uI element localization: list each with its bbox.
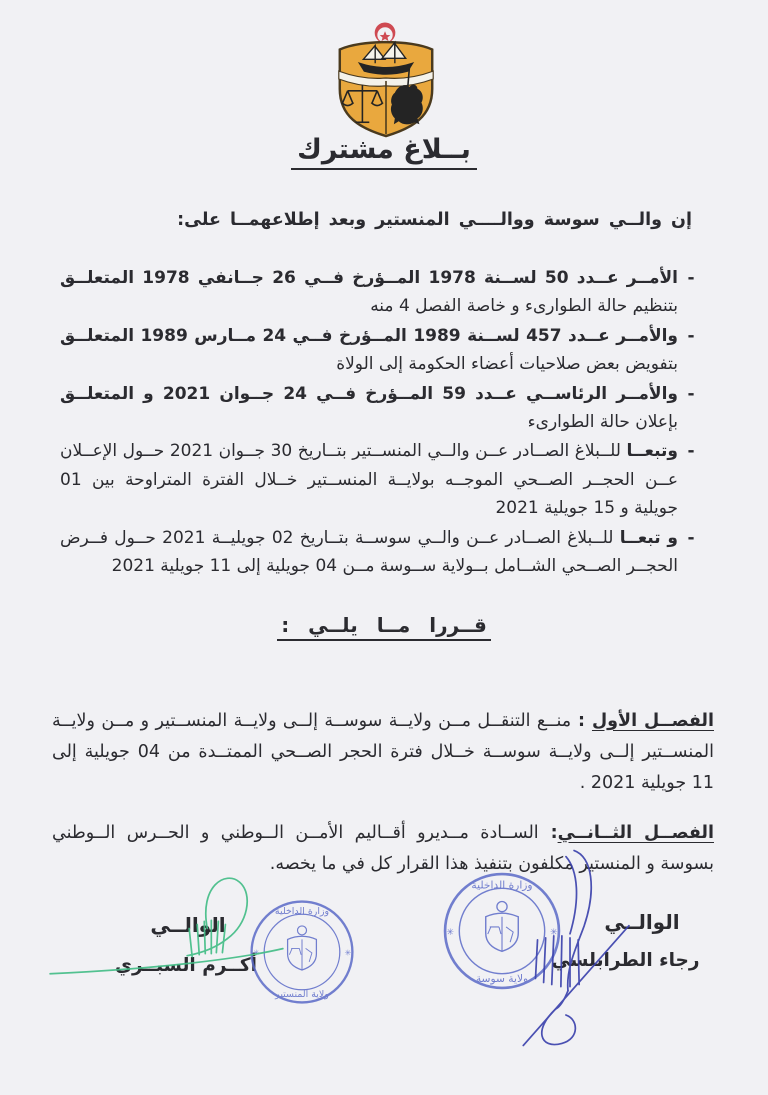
bullet-rest: بتفويض بعض صلاحيات أعضاء الحكومة إلى الولاة [336, 354, 678, 375]
bullet-item-5 [60, 524, 704, 581]
article-1-text: منــع التنقــل مــن ولايــة سوســة إلــى ولايــة المنســتير و مــن ولايــة المنســتير إلــى ولايــة سوســة خــلال فترة الحجر الصــحي الممتــدة من 04 جويلية إلى 11 جويلية 2021 . [52, 710, 714, 793]
crescent-star-icon [375, 22, 396, 43]
bullet-dash: - [687, 325, 695, 346]
stamp-right-top-text: وزارة الداخلية [471, 878, 533, 892]
article-2-separator: : [538, 822, 558, 843]
bullet-list [60, 264, 704, 581]
decision-heading-wrap [0, 613, 768, 641]
svg-text:✳: ✳ [344, 947, 352, 958]
signature-left-ink [38, 866, 300, 1002]
signature-right-role: الوالــي [604, 910, 680, 934]
bullet-dash: - [687, 383, 695, 404]
bullet-text [60, 524, 678, 581]
svg-text:✳: ✳ [252, 947, 260, 958]
stamp-right-bottom-text: ولاية سوسة [475, 971, 529, 985]
article-2-text: الســادة مــديرو أقــاليم الأمــن الــوطني و الحــرس الــوطني بسوسة و المنستير مكلفون بتنفيذ هذا القرار كل في ما يخصه. [52, 822, 714, 874]
bullet-text [60, 322, 678, 379]
bullet-dash: - [687, 527, 695, 548]
document-title: بــلاغ مشترك [291, 134, 477, 170]
bullet-lead: والأمــر عــدد 457 لســنة 1989 المــؤرخ فــي 24 مــارس 1989 المتعلــق [60, 325, 679, 346]
bullet-rest: بإعلان حالة الطوارىء [527, 412, 678, 433]
bullet-dash: - [687, 268, 695, 288]
intro-line: إن والــي سوسة ووالــــي المنستير وبعد إطلاعهمــا على: [177, 210, 692, 230]
decision-heading: قــررا مــا يلــي : [277, 613, 491, 641]
stamp-left-top-text: وزارة الداخلية [274, 906, 330, 918]
article-1 [52, 706, 714, 799]
bullet-lead: الأمــر عــدد 50 لســنة 1978 المــؤرخ فــي 26 جــانفي 1978 المتعلــق [60, 268, 679, 288]
stamp-left-bottom-text: ولاية المنستير [275, 989, 329, 1000]
bullet-rest: بتنظيم حالة الطوارىء و خاصة الفصل 4 منه [370, 296, 678, 317]
article-2-title: الفصــل الثــانــي [557, 822, 714, 843]
signature-left-role: الوالــي [150, 913, 226, 937]
bullet-text [60, 380, 678, 437]
bullet-lead: و تبعــا [619, 527, 678, 548]
bullet-item-2 [60, 322, 704, 379]
bullet-dash: - [687, 441, 695, 462]
article-1-title: الفصــل الأول [591, 710, 714, 731]
svg-text:✳: ✳ [446, 928, 454, 939]
bullet-lead: والأمــر الرئاســي عــدد 59 المــؤرخ فــي 24 جــوان 2021 و المتعلــق [60, 383, 678, 404]
bullet-item-4 [60, 437, 704, 522]
bullet-text [60, 437, 678, 522]
bullet-text [60, 264, 678, 321]
bullet-rest: للــبلاغ الصــادر عــن والــي سوســة بتــاريخ 02 جويليــة 2021 حــول فــرض الحجــر الصــحي الشــامل بــولاية ســوسة مــن 04 جويلية إلى 11 جويلية 2021 [60, 527, 678, 577]
title-wrap [0, 134, 768, 170]
tunisia-coat-of-arms-icon [330, 20, 442, 138]
svg-text:✳: ✳ [550, 928, 558, 939]
signature-left-name: أكــرم السبــري [114, 955, 258, 976]
bullet-lead: وتبعــا [626, 441, 678, 462]
bullet-item-1 [60, 264, 704, 321]
signature-right-ink [503, 846, 635, 1050]
article-1-separator: : [571, 710, 592, 731]
bullet-rest: للــبلاغ الصــادر عــن والــي المنســتير بتــاريخ 30 جــوان 2021 حــول الإعــلان عــن الحجــر الصــحي الموجــه بولايــة المنســتير خــلال الفترة المتراوحة بين 01 جويلية و 15 جويلية 2021 [60, 441, 678, 519]
bullet-item-3 [60, 380, 704, 437]
signature-right-name: رجاء الطرابلسي [551, 950, 700, 971]
